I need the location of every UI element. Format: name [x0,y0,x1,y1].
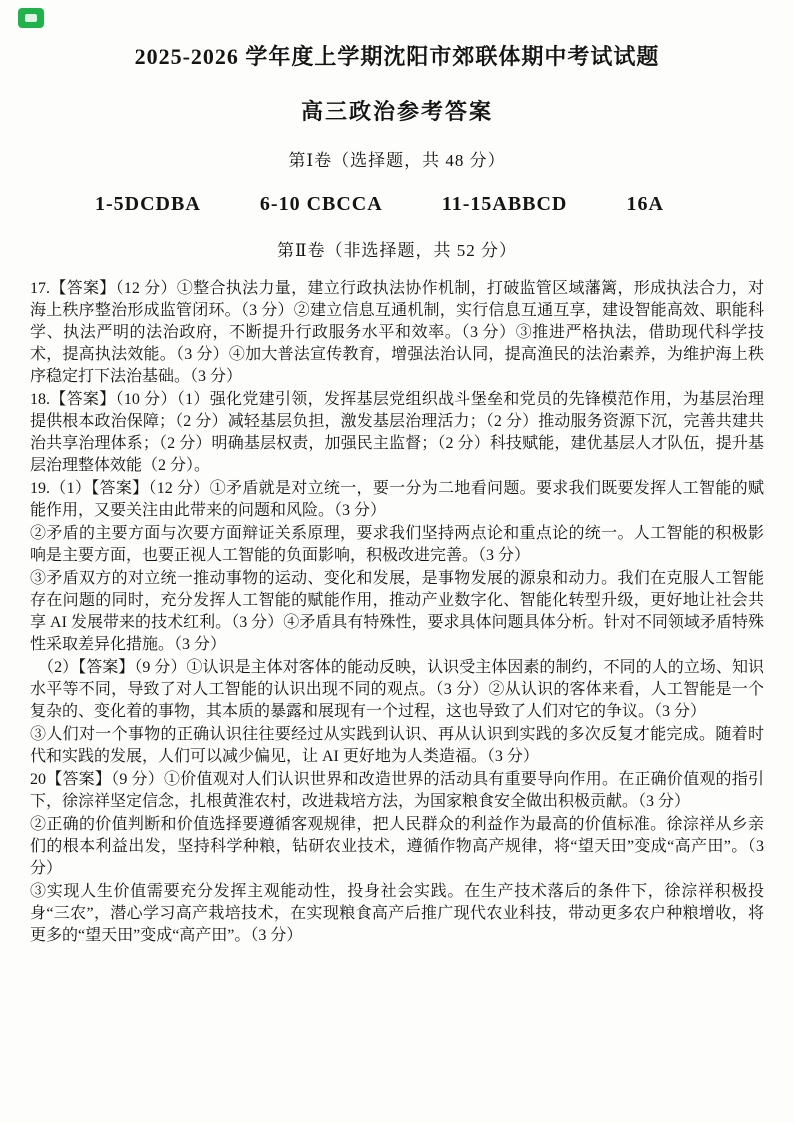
section2-header: 第Ⅱ卷（非选择题，共 52 分） [276,241,518,260]
answer-paragraph-q17: 17.【答案】（12 分）①整合执法力量，建立行政执法协作机制，打破监管区域藩篱，形成执法合力，对海上秩序整治形成监管闭环。（3 分）②建立信息互通机制，实行信息互通互享，建设智能高效、职能科学、执法严明的法治政府，不断提升行政服务水平和效率。（3 分）③推进严格执法，借助现代科学技术，提高执法效能。（3 分）④加大普法宣传教育，增强法治认同，提高渔民的法治素养，为维护海上秩序稳定打下法治基础。（3 分） [30,280,764,385]
answer-paragraph-q20a: 20【答案】（9 分）①价值观对人们认识世界和改造世界的活动具有重要导向作用。在正确价值观的指引下，徐淙祥坚定信念，扎根黄淮农村，改进栽培方法，为国家粮食安全做出积极贡献。（3 分） [30,771,764,810]
document-subtitle: 高三政治参考答案 [300,99,493,124]
answers-body [30,278,764,947]
answer-paragraph-q19-1b: ②矛盾的主要方面与次要方面辩证关系原理，要求我们坚持两点论和重点论的统一。人工智能的积极影响是主要方面，也要正视人工智能的负面影响，积极改进完善。（3 分） [30,525,764,564]
choice-answer-group-3: 11-15ABBCD [441,193,568,215]
choice-answer-group-4: 16A [626,193,664,215]
answer-paragraph-q18: 18.【答案】（10 分）（1）强化党建引领，发挥基层党组织战斗堡垒和党员的先锋模范作用，为基层治理提供根本政治保障；（2 分）减轻基层负担，激发基层治理活力；（2 分）推动服务资源下沉，完善共建共治共享治理体系；（2 分）明确基层权责，加强民主监督；（2 分）科技赋能，建优基层人才队伍，提升基层治理整体效能（2 分）。 [30,391,764,474]
choice-answer-group-2: 6-10 CBCCA [259,193,383,215]
answer-paragraph-q19-1a: 19.（1）【答案】（12 分）①矛盾就是对立统一，要一分为二地看问题。要求我们既要发挥人工智能的赋能作用，又要关注由此带来的问题和风险。（3 分） [30,480,764,519]
answer-paragraph-q19-2b: ③人们对一个事物的正确认识往往要经过从实践到认识、再从认识到实践的多次反复才能完成。随着时代和实践的发展，人们可以减少偏见，让 AI 更好地为人类造福。（3 分） [30,726,764,765]
answer-paragraph-q20b: ②正确的价值判断和价值选择要遵循客观规律，把人民群众的利益作为最高的价值标准。徐淙祥从乡亲们的根本利益出发，坚持科学种粮，钻研农业技术，遵循作物高产规律，将“望天田”变成“高产田”。（3 分） [30,816,764,877]
answer-paragraph-q19-1c: ③矛盾双方的对立统一推动事物的运动、变化和发展，是事物发展的源泉和动力。我们在克服人工智能存在问题的同时，充分发挥人工智能的赋能作用，推动产业数字化、智能化转型升级，更好地让社会共享 AI 发展带来的技术红利。（3 分）④矛盾具有特殊性，要求具体问题具体分析。针对不同领域矛盾特殊性采取差异化措施。（3 分） [30,570,764,653]
choice-answer-group-1: 1-5DCDBA [95,193,201,215]
answer-paragraph-q20c: ③实现人生价值需要充分发挥主观能动性，投身社会实践。在生产技术落后的条件下，徐淙祥积极投身“三农”，潜心学习高产栽培技术，在实现粮食高产后推广现代农业科技，带动更多农户种粮增收，将更多的“望天田”变成“高产田”。（3 分） [30,883,764,944]
answer-paragraph-q19-2a: （2）【答案】（9 分）①认识是主体对客体的能动反映，认识受主体因素的制约，不同的人的立场、知识水平等不同，导致了对人工智能的认识出现不同的观点。（3 分）②从认识的客体来看，人工智能是一个复杂的、变化着的事物，其本质的暴露和展现有一个过程，这也导致了人们对它的争议。（3 分） [30,659,764,720]
document-title: 2025-2026 学年度上学期沈阳市郊联体期中考试试题 [134,44,660,69]
section1-header: 第Ⅰ卷（选择题，共 48 分） [288,151,506,170]
corner-logo-icon [18,8,44,28]
choice-answers-row [95,193,664,216]
